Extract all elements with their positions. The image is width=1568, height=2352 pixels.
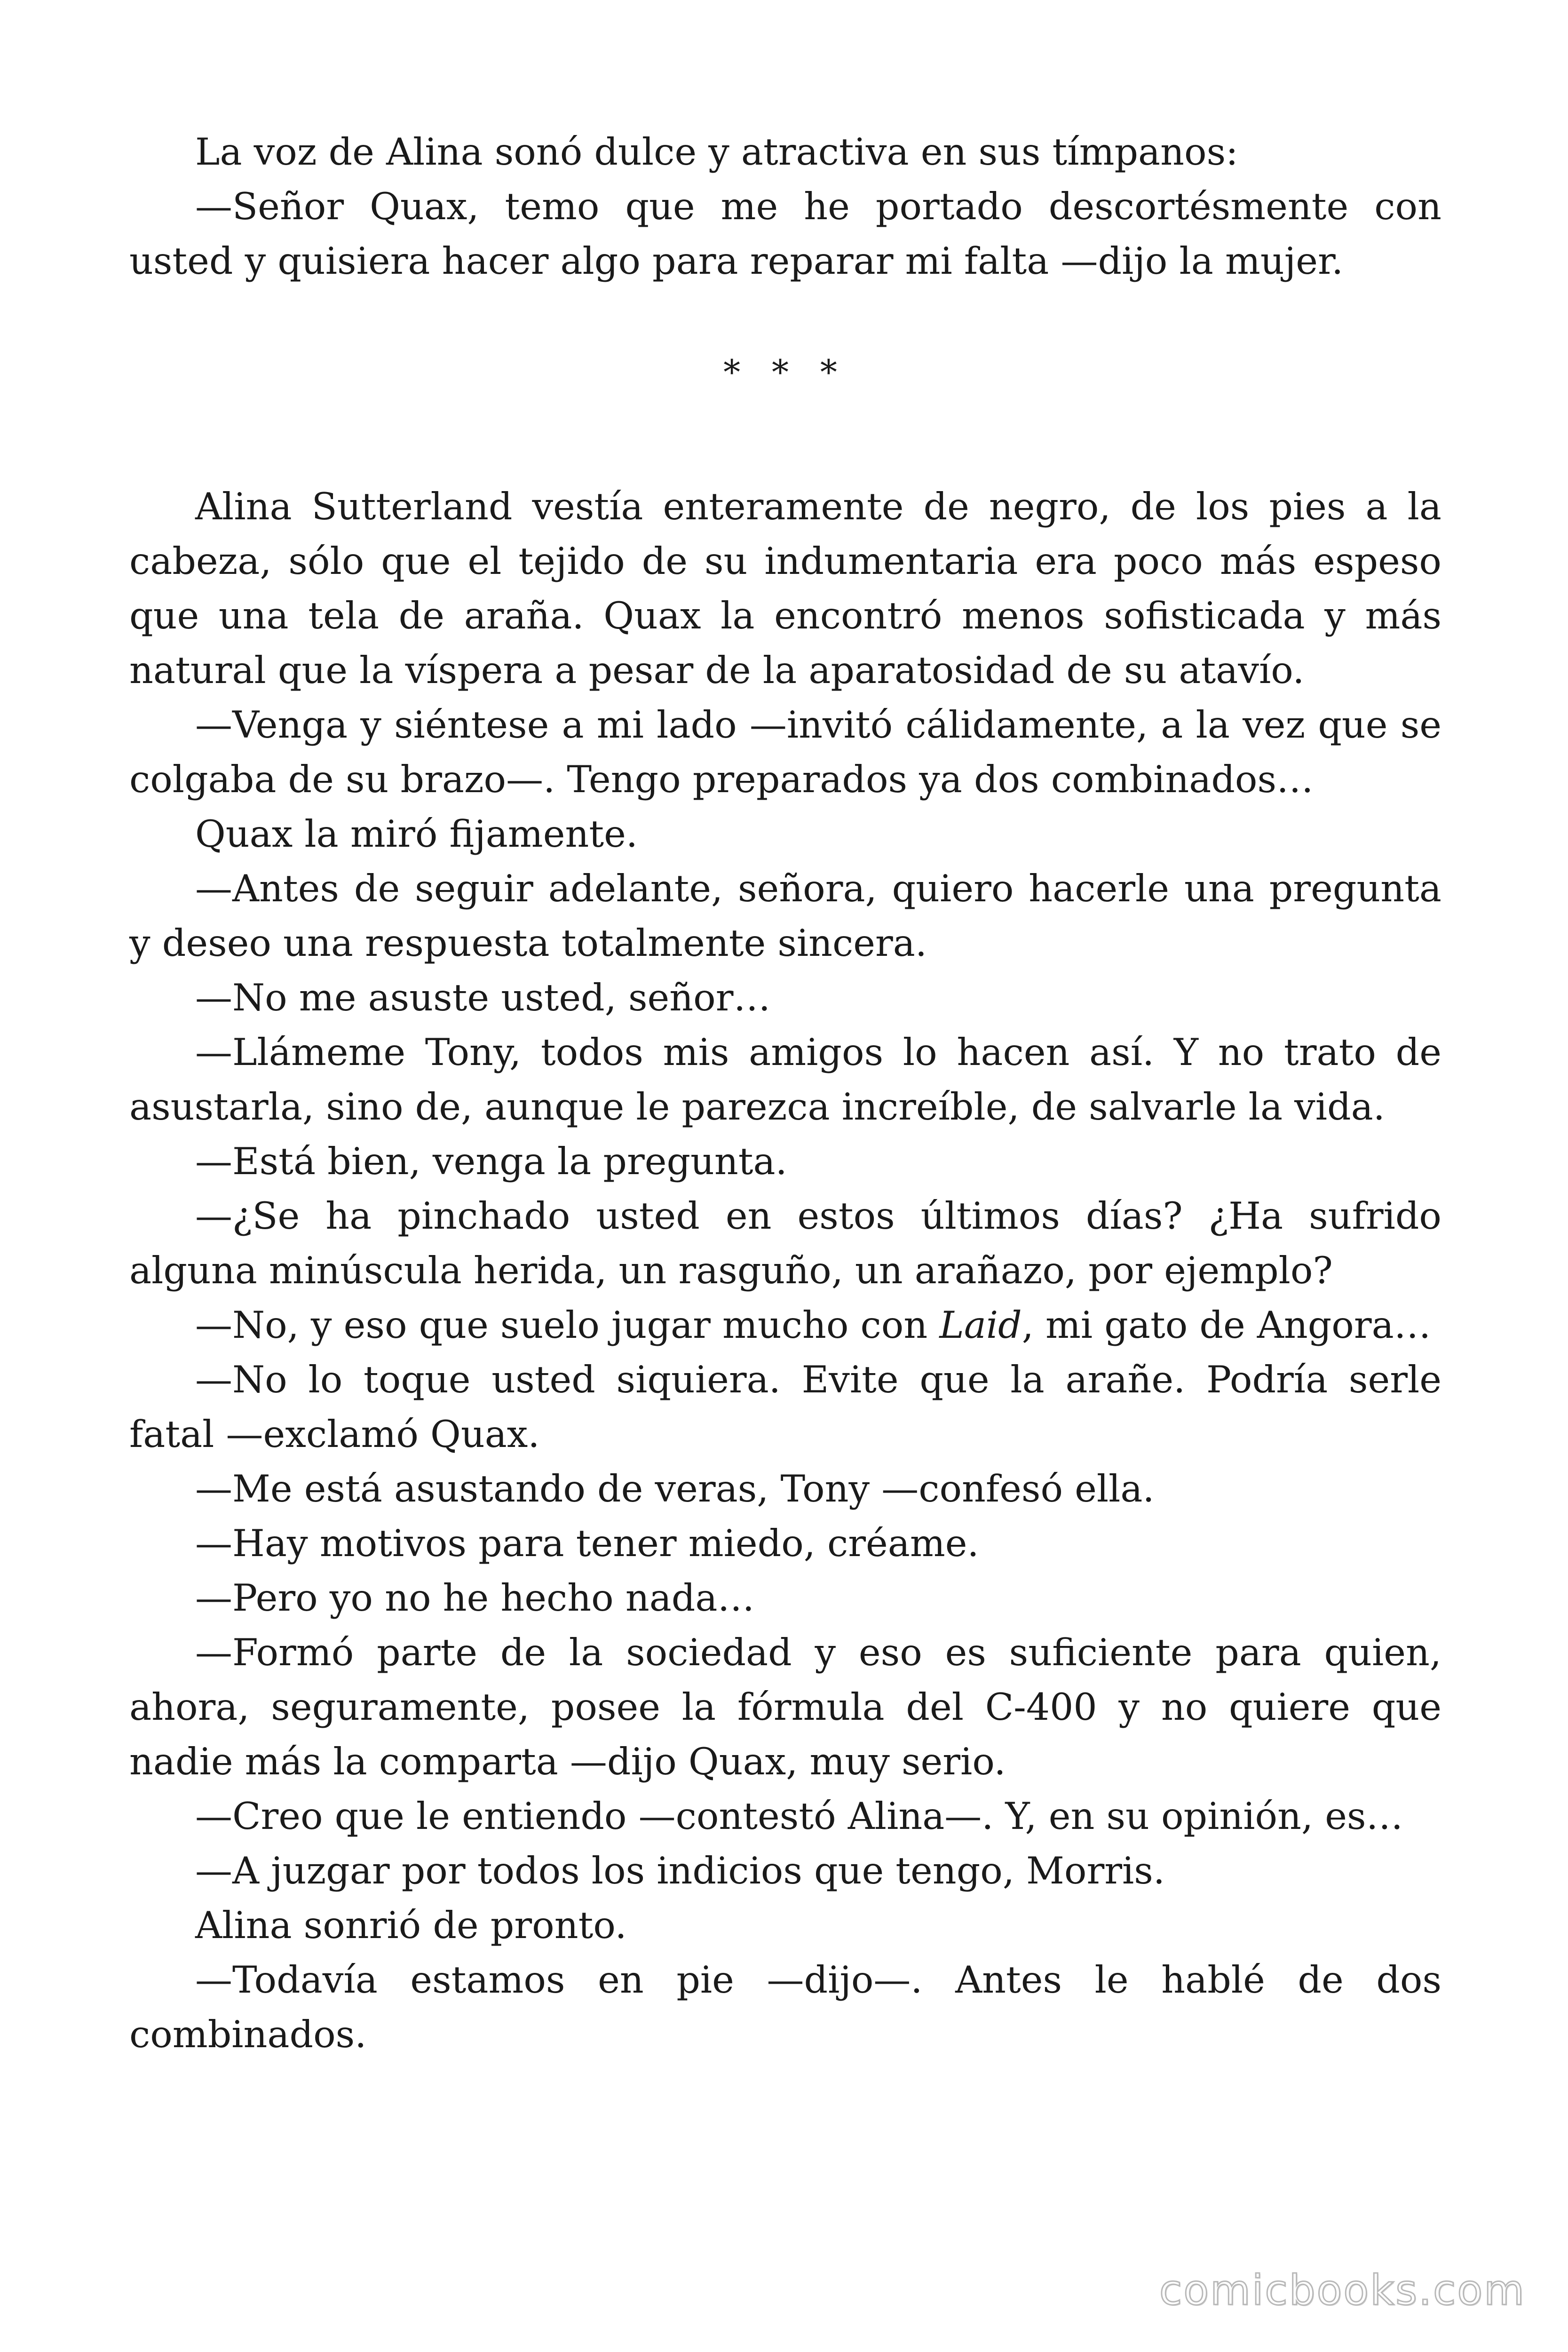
paragraph: —Llámeme Tony, todos mis amigos lo hacen así. Y no trato de asustarla, sino de, aunque le parezca increíble, de salvarle la vida. [129,1031,1441,1128]
paragraph: —Señor Quax, temo que me he portado descortésmente con usted y quisiera hacer algo para reparar mi falta —dijo la mujer. [129,185,1441,283]
paragraph-cat-before: —No, y eso que suelo jugar mucho con [195,1303,940,1347]
paragraph: —Hay motivos para tener miedo, créame. [195,1522,979,1565]
paragraph: —Venga y siéntese a mi lado —invitó cálidamente, a la vez que se colgaba de su brazo—. Tengo preparados ya dos combinados… [129,703,1441,801]
paragraph-cat [129,1298,1441,1352]
book-page [129,125,1441,2062]
paragraph: —A juzgar por todos los indicios que tengo, Morris. [195,1849,1165,1892]
paragraph: —Me está asustando de veras, Tony —confesó ella. [195,1467,1155,1510]
paragraph: —¿Se ha pinchado usted en estos últimos días? ¿Ha sufrido alguna minúscula herida, un rasguño, un arañazo, por ejemplo? [129,1194,1441,1292]
paragraph: Quax la miró fijamente. [195,812,638,856]
paragraph: Alina Sutterland vestía enteramente de negro, de los pies a la cabeza, sólo que el tejido de su indumentaria era poco más espeso que una tela de araña. Quax la encontró menos sofisticada y más natural que la víspera a pesar de la aparatosidad de su atavío. [129,485,1441,692]
cat-name: Laid [939,1303,1022,1347]
paragraph: —No me asuste usted, señor… [195,976,771,1019]
scene-break: * * * [723,352,847,392]
paragraph: —Creo que le entiendo —contestó Alina—. Y, en su opinión, es… [195,1795,1403,1838]
paragraph: —Pero yo no he hecho nada… [195,1576,755,1620]
paragraph: —No lo toque usted siquiera. Evite que la arañe. Podría serle fatal —exclamó Quax. [129,1358,1441,1456]
watermark: comicbooks.com [1159,2266,1526,2314]
paragraph: —Formó parte de la sociedad y eso es suficiente para quien, ahora, seguramente, posee la fórmula del C-400 y no quiere que nadie más la comparta —dijo Quax, muy serio. [129,1631,1441,1783]
paragraph: La voz de Alina sonó dulce y atractiva en sus tímpanos: [195,130,1238,174]
paragraph: —Antes de seguir adelante, señora, quiero hacerle una pregunta y deseo una respuesta totalmente sincera. [129,867,1441,965]
paragraph: —Todavía estamos en pie —dijo—. Antes le hablé de dos combinados. [129,1958,1441,2056]
paragraph-cat-after: , mi gato de Angora… [1022,1303,1431,1347]
paragraph: —Está bien, venga la pregunta. [195,1140,787,1183]
paragraph: Alina sonrió de pronto. [195,1904,627,1947]
